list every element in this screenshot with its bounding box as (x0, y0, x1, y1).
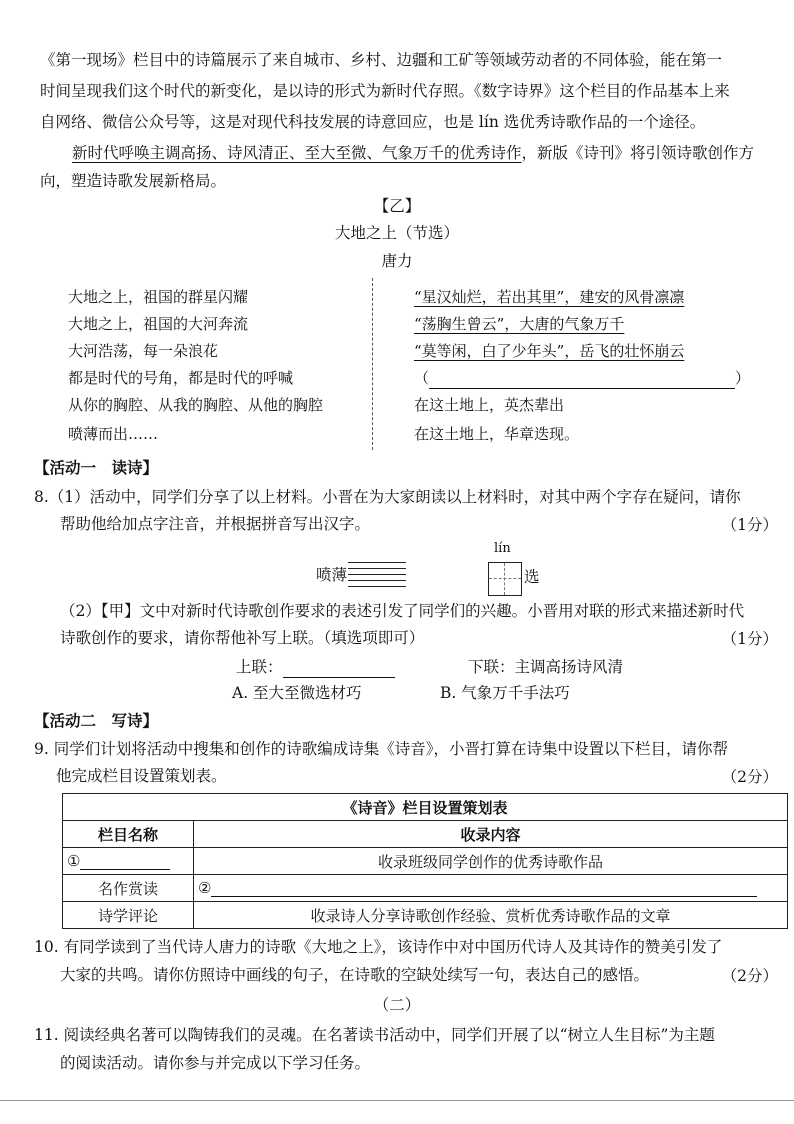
para2-rest: ，新版《诗刊》将引领诗歌创作方 (521, 144, 755, 162)
poem-left-line: 都是时代的号角，都是时代的呼喊 (68, 369, 294, 387)
q8-1-line2: 帮助他给加点字注音，并根据拼音写出汉字。 (60, 515, 371, 533)
pinyin-lin: lín (494, 541, 511, 556)
q10-line1: 10. 有同学读到了当代诗人唐力的诗歌《大地之上》，该诗作中对中国历代诗人及其诗作的赞美引发了 (34, 938, 723, 956)
tianzige-box[interactable] (488, 562, 522, 596)
blank-open-paren: （ (414, 369, 430, 387)
poem-left-line: 大地之上，祖国的大河奔流 (68, 315, 249, 333)
poem-divider (372, 278, 373, 450)
table-caption: 《诗音》栏目设置策划表 (63, 794, 788, 821)
para2-line2: 向，塑造诗歌发展新格局。 (40, 172, 227, 190)
q9-score: （2分） (721, 768, 778, 786)
poem-answer-blank[interactable] (429, 370, 735, 389)
part2-label: （二） (373, 996, 421, 1014)
poem-right-line: 在这土地上，华章迭现。 (414, 425, 580, 443)
poem-right-line: 在这土地上，英杰辈出 (414, 396, 565, 414)
q8-2-line2: 诗歌创作的要求，请你帮他补写上联。（填选项即可） (60, 629, 425, 647)
para2-line1 (72, 142, 754, 164)
circle-num-1: ① (67, 852, 81, 870)
cell-content: 收录诗人分享诗歌创作经验、赏析优秀诗歌作品的文章 (194, 902, 788, 929)
para1-line3: 自网络、微信公众号等，这是对现代科技发展的诗意回应，也是 lín 选优秀诗歌作品的一个途径。 (40, 113, 706, 131)
pinyin-answer-lines[interactable] (348, 562, 406, 588)
bottom-rule (0, 1100, 794, 1101)
answer-blank-1[interactable] (80, 853, 170, 870)
q10-score: （2分） (721, 967, 778, 985)
plan-table (62, 793, 788, 929)
table-header-row (63, 821, 788, 848)
poem-author: 唐力 (381, 252, 413, 270)
cell-name: 名作赏读 (63, 875, 194, 902)
q8-1-score: （1分） (721, 516, 778, 534)
header-column-name: 栏目名称 (63, 821, 194, 848)
table-row (63, 902, 788, 929)
shanglian-label: 上联： (236, 658, 283, 676)
section-label-yi: 【乙】 (373, 197, 421, 215)
q11-line2: 的阅读活动。请你参与并完成以下学习任务。 (60, 1054, 371, 1072)
underlined-statement: 新时代呼唤主调高扬、诗风清正、至大至微、气象万千的优秀诗作 (72, 144, 522, 162)
option-b: B. 气象万千手法巧 (440, 684, 570, 702)
word-xuan: 选 (524, 568, 540, 586)
cell-blank-2[interactable] (194, 875, 788, 902)
poem-left-line: 从你的胸腔、从我的胸腔、从他的胸腔 (68, 396, 324, 414)
poem-right-line: “荡胸生曾云”，大唐的气象万千 (414, 315, 625, 333)
poem-right-line: “星汉灿烂，若出其里”，建安的风骨凛凛 (414, 288, 685, 306)
activity1-label: 【活动一 读诗】 (34, 458, 159, 477)
q10-line2: 大家的共鸣。请你仿照诗中画线的句子，在诗歌的空缺处续写一句，表达自己的感悟。 (60, 966, 650, 984)
shanglian-blank[interactable] (283, 659, 395, 678)
shanglian (236, 656, 395, 678)
table-row (63, 848, 788, 875)
poem-title: 大地之上（节选） (334, 224, 459, 242)
activity2-label: 【活动二 写诗】 (34, 711, 159, 730)
table-caption-row (63, 794, 788, 821)
poem-left-line: 大地之上，祖国的群星闪耀 (68, 288, 249, 306)
table-row (63, 875, 788, 902)
q11-line1: 11. 阅读经典名著可以陶铸我们的灵魂。在名著读书活动中，同学们开展了以“树立人生目标”为主题 (34, 1026, 715, 1044)
answer-blank-2[interactable] (211, 880, 757, 897)
para1-line1: 《第一现场》栏目中的诗篇展示了来自城市、乡村、边疆和工矿等领域劳动者的不同体验，能在第一 (40, 51, 723, 69)
poem-right-line: “莫等闲，白了少年头”，岳飞的壮怀崩云 (414, 342, 685, 360)
q8-2-line1: （2）【甲】文中对新时代诗歌创作要求的表述引发了同学们的兴趣。小晋用对联的形式来描述新时代 (60, 602, 745, 620)
blank-close-paren: ） (735, 369, 751, 387)
word-penbo: 喷薄 (316, 566, 348, 584)
option-a: A. 至大至微选材巧 (232, 684, 362, 702)
circle-num-2: ② (198, 879, 212, 897)
q9-line1: 9. 同学们计划将活动中搜集和创作的诗歌编成诗集《诗音》，小晋打算在诗集中设置以下栏目，请你帮 (34, 740, 728, 758)
para1-line2: 时间呈现我们这个时代的新变化，是以诗的形式为新时代存照。《数字诗界》这个栏目的作品基本上来 (40, 82, 730, 100)
poem-left-line: 喷薄而出…… (68, 425, 159, 443)
poem-blank-line (414, 367, 750, 389)
xialian: 下联：主调高扬诗风清 (468, 658, 624, 676)
q8-2-score: （1分） (721, 630, 778, 648)
poem-left-line: 大河浩荡，每一朵浪花 (68, 342, 219, 360)
cell-blank-1[interactable] (63, 848, 194, 875)
cell-content: 收录班级同学创作的优秀诗歌作品 (194, 848, 788, 875)
q9-line2: 他完成栏目设置策划表。 (56, 767, 227, 785)
q8-1-line1: 8.（1）活动中，同学们分享了以上材料。小晋在为大家朗读以上材料时，对其中两个字存在疑问，请你 (34, 488, 741, 506)
header-content: 收录内容 (194, 821, 788, 848)
cell-name: 诗学评论 (63, 902, 194, 929)
